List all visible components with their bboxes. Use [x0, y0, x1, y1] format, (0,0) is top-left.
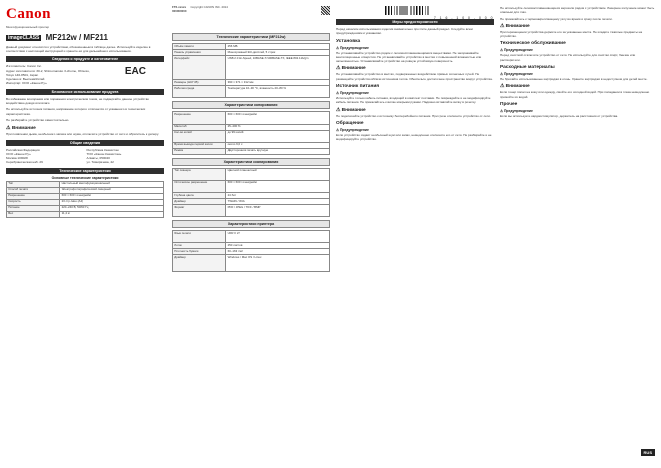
table-row	[173, 205, 330, 217]
column-3	[336, 6, 494, 458]
section-subheading-text: Предупреждение	[340, 127, 369, 132]
spec-table-4	[172, 230, 330, 271]
contact-right	[87, 148, 165, 165]
section-heading	[500, 84, 655, 89]
table-row	[173, 55, 330, 79]
safety-para: Не используйте источник питания, напряжение которого отличается от указанного в технических характеристиках.	[6, 107, 146, 116]
spec-key: Вес	[7, 211, 60, 217]
warning-icon: ⚠	[336, 91, 340, 96]
table-key: Тип сканера	[173, 168, 226, 180]
table-value: Монохромный ЖК-дисплей, 5 строк	[226, 49, 330, 55]
table-value: 60–163 г/м²	[226, 249, 330, 255]
contacts	[6, 148, 164, 165]
section-heading: Обращение	[336, 120, 364, 126]
spec-key: Питание	[7, 205, 60, 211]
section-heading: Техническое обслуживание	[500, 41, 566, 47]
table-key: Масштаб	[173, 124, 226, 130]
spec-key: Скорость	[7, 199, 60, 205]
table-value: 390 × 371 × 312 мм	[226, 80, 330, 86]
section-subheading	[500, 48, 655, 52]
table-key: Разрешение	[173, 112, 226, 124]
barcode-icon	[385, 6, 429, 15]
caution-icon: ⚠	[336, 107, 341, 113]
table-key: Время вывода первой копии	[173, 142, 226, 148]
table3-caption: Характеристики сканирования	[172, 158, 330, 166]
copyright: Copyright CANON INC. 2014	[190, 6, 228, 9]
section-subheading	[336, 46, 494, 50]
section-subheading	[500, 109, 655, 113]
contact-line: Москва 109028	[6, 156, 28, 161]
table-value: 600 × 600 точек/дюйм	[226, 180, 330, 192]
section-text: Используйте только кабель питания, входящий в комплект поставки. Не повреждайте и не модифицируйте кабель питания. Не прикасайтесь к вилке мокрыми руками. Надёжно вставляйте вилку в розетку.	[336, 96, 491, 105]
spec-value: 220–240 В, 50/60 Гц	[60, 205, 164, 211]
maker-line: Изготовитель: Canon Inc.	[6, 64, 42, 69]
qr-code-icon	[321, 6, 330, 15]
warning-text: При появлении дыма, необычного запаха или шума, отключите устройство от сети и обратитесь к дилеру.	[6, 132, 159, 137]
table-value: 250 листов	[226, 243, 330, 249]
table-row	[173, 255, 330, 271]
table-key: Лоток	[173, 243, 226, 249]
section-text: Если вы используете кардиостимулятор, держитесь на расстоянии от устройства.	[500, 113, 619, 118]
maker-line: Tokyo 146-8501, Japan	[6, 72, 39, 77]
section-subheading	[336, 91, 494, 95]
table-row	[173, 112, 330, 124]
section-subheading-text: Предупреждение	[340, 45, 369, 50]
safety-para: Во избежание возгорания или поражения электрическим током, не подвергайте данное устройство воздействию дождя или влаги.	[6, 96, 150, 106]
contact-left	[6, 148, 84, 165]
section-heading: Прочее	[500, 101, 518, 107]
warning-icon: ⚠	[500, 72, 504, 77]
contact-line: Российская Федерация	[6, 147, 40, 152]
doc-codes	[172, 6, 186, 13]
table1-caption: Технические характеристики (MF212w)	[172, 33, 330, 41]
table-value: 25–400 %	[226, 124, 330, 130]
spec-key: Способ печати	[7, 187, 60, 193]
section-text: Если тонер попал на кожу или одежду, смойте его холодной водой. При попадании в глаза немедленно промойте их водой.	[500, 90, 650, 99]
section-subheading-text: Предупреждение	[504, 108, 533, 113]
table-value: Цветной планшетный	[226, 168, 330, 180]
section-heading-text: Внимание	[505, 23, 530, 29]
table-key: Драйвер	[173, 255, 226, 271]
table-value: TWAIN / WIA	[226, 199, 330, 205]
section-subheading	[500, 72, 655, 76]
section-bar-general: Общие сведения	[6, 140, 164, 146]
table-value: 256 МБ	[226, 44, 330, 50]
table-value: PDF / JPEG / TIFF / BMP	[226, 205, 330, 217]
table-value: Температура 10–30 °C, влажность 20–80 %	[226, 86, 330, 98]
caution-icon: ⚠	[500, 84, 505, 90]
continued-para: Не используйте легковоспламеняющиеся аэрозоли рядом с устройством. Лазерное излучение может быть опасным для глаз.	[500, 6, 655, 15]
maker-line: Адрес изготовителя: 30-2, Shimomaruko 3-chome, Ohta-ku,	[6, 68, 90, 73]
section-heading-text: Внимание	[341, 107, 366, 113]
table2-caption: Характеристики копирования	[172, 101, 330, 109]
eac-mark: EAC	[124, 66, 146, 78]
page-number: RUS	[641, 449, 655, 456]
warning-icon: ⚠	[500, 48, 504, 53]
section-subheading-text: Предупреждение	[340, 91, 369, 96]
contact-line: ул. Тимирязева, 42	[86, 160, 114, 165]
contact-line: Серебряническая наб. 29	[6, 160, 43, 165]
warning-icon: ⚠	[336, 127, 340, 132]
spec-value: Настольный многофункциональный	[60, 181, 164, 187]
table-value: USB 2.0 Hi-Speed, 10BASE-T/100BASE-TX, IEEE 802.11b/g/n	[226, 55, 330, 79]
table-key: Язык печати	[173, 231, 226, 243]
table-row	[7, 211, 164, 217]
continued-para: Не прикасайтесь к термозакрепляющему узлу во время и сразу после печати.	[500, 16, 613, 21]
caution-icon: ⚠	[336, 66, 341, 72]
spec-value: 600 × 600 точек/дюйм	[60, 193, 164, 199]
table-value: UFR II LT	[226, 231, 330, 243]
spec-key: Разрешение	[7, 193, 60, 199]
section-bar-spec: Технические характеристики	[6, 168, 164, 174]
table-key: Глубина цвета	[173, 193, 226, 199]
model-name: MF212w / MF211	[45, 32, 108, 42]
spec-value: 23 стр./мин (A4)	[60, 199, 164, 205]
section-heading: Расходные материалы	[500, 65, 555, 71]
warning-icon: ⚠	[336, 45, 340, 50]
spec-table-2	[172, 111, 330, 154]
maker-line: Импортёр: ООО «Канон Ру»	[6, 81, 47, 86]
table-key: Драйвер	[173, 199, 226, 205]
table-value: Двусторонняя печать вручную	[226, 148, 330, 154]
section-text: Если устройство издаёт необычный шум или запах, немедленно отключите его от сети. Не разбирайте и не модифицируйте устройство.	[336, 132, 492, 142]
table-key: Режим	[173, 148, 226, 154]
section-text: Не подключайте устройство к источнику бесперебойного питания. При грозе отключите устройство от сети.	[336, 113, 491, 118]
section-heading-text: Внимание	[505, 84, 530, 90]
contact-line: Алматы, 050040	[86, 156, 110, 161]
table-key: Объём памяти	[173, 44, 226, 50]
section-heading	[336, 66, 494, 71]
warning-heading	[6, 125, 164, 131]
section-subheading-text: Предупреждение	[504, 48, 533, 53]
section-text: Не бросайте использованные картриджи в огонь. Храните картриджи в недоступном для детей месте.	[500, 77, 648, 82]
caution-icon: ⚠	[500, 23, 505, 29]
table-row	[173, 168, 330, 180]
section-heading: Установка	[336, 38, 361, 44]
table-value: до 99 копий	[226, 130, 330, 142]
doc-code: 000000000	[172, 8, 187, 13]
table-row	[173, 231, 330, 243]
column-2	[172, 6, 330, 458]
table-value: около 9,0 с	[226, 142, 330, 148]
spec-value: Электрофотографический лазерный	[60, 187, 164, 193]
pretitle: Многофункциональный принтер	[6, 25, 50, 29]
maker-line: Сделано в: Вьетнам/Китай	[6, 77, 45, 82]
table-row	[173, 180, 330, 192]
table-key: Панель управления	[173, 49, 226, 55]
section-text: Перед очисткой отключите устройство от сети. Не используйте для очистки спирт, бензин или растворители.	[500, 53, 636, 62]
table-key: Кол-во копий	[173, 130, 226, 142]
column-4	[500, 6, 655, 458]
spec-value: 11,4 кг	[60, 211, 164, 217]
section-heading	[500, 24, 655, 29]
section-bar-precautions: Меры предосторожности	[336, 19, 494, 25]
table-key: Формат	[173, 205, 226, 217]
barcode-area	[336, 6, 494, 20]
table-value: 600 × 600 точек/дюйм	[226, 112, 330, 124]
warning-icon: ⚠	[500, 108, 504, 113]
table-row	[173, 130, 330, 142]
section-heading-text: Внимание	[341, 66, 366, 72]
warning-heading-text: Внимание	[11, 126, 36, 132]
safety-para: Не разбирайте устройство самостоятельно.	[6, 117, 70, 122]
intro-text: Данный документ относится к устройствам, обозначенным в таблице далее. Используйте изделие в соответствии с настоящей инструкцией и храните её для дальнейшего использования.	[6, 44, 151, 53]
warning-icon: ⚠	[6, 125, 11, 132]
contact-line: ТОО «Канон Казахстан»	[86, 151, 122, 156]
table-row	[173, 148, 330, 154]
contact-line: Республика Казахстан	[86, 147, 119, 152]
column-1	[6, 6, 164, 458]
maker-list	[6, 64, 116, 85]
spec-table	[6, 181, 164, 218]
doc-header	[172, 6, 330, 30]
section-bar-safety: Безопасное использование продукта	[6, 89, 164, 95]
table-value: 24 бит	[226, 193, 330, 199]
section-heading	[336, 108, 494, 113]
barcode-text: 7 1 6 - 1 0 0 - 0 0 0	[433, 16, 494, 20]
section-text: Не устанавливайте устройство в местах, подверженных воздействию прямых солнечных лучей. Не размещайте устройство вблизи источников тепла. Обеспечьте достаточное пространство вокруг устройства.	[336, 72, 493, 81]
table-value: Windows / Mac OS / Linux	[226, 255, 330, 271]
canon-logo: Canon	[6, 6, 52, 22]
table-key: Плотность бумаги	[173, 249, 226, 255]
section-subheading	[336, 128, 494, 132]
section-subheading-text: Предупреждение	[504, 72, 533, 77]
brand-badge: imageCLASS	[8, 34, 40, 41]
precautions-intro: Перед началом использования изделия внимательно прочтите данный раздел. Следуйте всем предупреждениям и указаниям.	[336, 27, 473, 36]
contact-line: ООО «Канон Ру»	[6, 151, 31, 156]
spec-caption: Основные технические характеристики	[51, 175, 119, 180]
product-title	[6, 33, 164, 42]
table-key: Рабочая среда	[173, 86, 226, 98]
table-row	[173, 86, 330, 98]
section-text: При перемещении устройства держите его за указанные места. Не кладите тяжёлые предметы на устройство.	[500, 29, 643, 39]
spec-key: Тип	[7, 181, 60, 187]
table-key: Оптическое разрешение	[173, 180, 226, 192]
table4-caption: Характеристики принтера	[172, 220, 330, 228]
doc-code: FT6-xxxxx	[172, 6, 187, 9]
spec-table-1	[172, 43, 330, 98]
table-key: Размеры (Ш×Г×В)	[173, 80, 226, 86]
spec-table-3	[172, 168, 330, 218]
section-heading: Источник питания	[336, 84, 380, 90]
section-text: Не устанавливайте устройство рядом с легковоспламеняющимися веществами. Не загораживайте вентиляционные отверстия. Не устанавливайте устройство в местах с повышенной влажностью или запылённостью. Устанавливайте устройство на ровную устойчивую поверхность.	[336, 50, 482, 64]
section-bar-info: Сведения о продукте и изготовителе	[6, 56, 164, 62]
table-key: Интерфейс	[173, 55, 226, 79]
